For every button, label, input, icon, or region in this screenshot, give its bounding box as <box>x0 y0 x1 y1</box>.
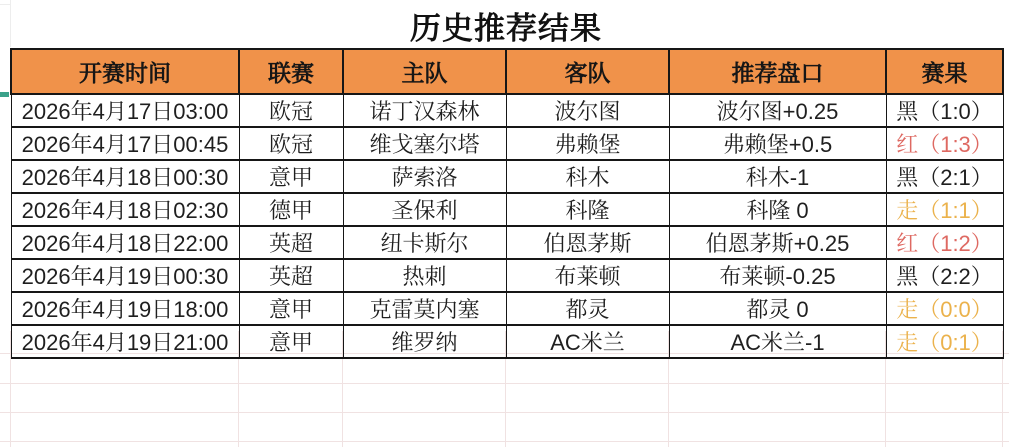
cell-home[interactable]: 纽卡斯尔 <box>343 226 506 259</box>
table-row <box>11 160 1003 193</box>
cell-home[interactable]: 克雷莫内塞 <box>343 292 506 325</box>
cell-away[interactable]: 科木 <box>506 160 669 193</box>
cell-handicap[interactable]: 都灵 0 <box>669 292 886 325</box>
title-row <box>10 4 1002 46</box>
cell-away[interactable]: 弗赖堡 <box>506 127 669 160</box>
cell-home[interactable]: 诺丁汉森林 <box>343 94 506 127</box>
header-handicap[interactable]: 推荐盘口 <box>669 49 886 94</box>
header-row <box>11 49 1003 94</box>
cell-away[interactable]: 伯恩茅斯 <box>506 226 669 259</box>
cell-league[interactable]: 意甲 <box>239 325 343 358</box>
cell-league[interactable]: 意甲 <box>239 292 343 325</box>
cell-result[interactable]: 黑（2:2） <box>886 259 1003 292</box>
cell-league[interactable]: 意甲 <box>239 160 343 193</box>
table-row <box>11 226 1003 259</box>
cell-handicap[interactable]: 弗赖堡+0.5 <box>669 127 886 160</box>
cell-league[interactable]: 德甲 <box>239 193 343 226</box>
cell-league[interactable]: 英超 <box>239 259 343 292</box>
cell-time[interactable]: 2026年4月17日00:45 <box>11 127 239 160</box>
cell-handicap[interactable]: 科木-1 <box>669 160 886 193</box>
gridline <box>0 4 10 5</box>
header-time[interactable]: 开赛时间 <box>11 49 239 94</box>
cell-handicap[interactable]: 伯恩茅斯+0.25 <box>669 226 886 259</box>
cell-away[interactable]: 都灵 <box>506 292 669 325</box>
cell-time[interactable]: 2026年4月18日22:00 <box>11 226 239 259</box>
cell-away[interactable]: 波尔图 <box>506 94 669 127</box>
cell-home[interactable]: 圣保利 <box>343 193 506 226</box>
cell-time[interactable]: 2026年4月18日02:30 <box>11 193 239 226</box>
cell-result[interactable]: 走（1:1） <box>886 193 1003 226</box>
accent-bar <box>0 92 9 97</box>
cell-home[interactable]: 热刺 <box>343 259 506 292</box>
table-row <box>11 325 1003 358</box>
cell-time[interactable]: 2026年4月17日03:00 <box>11 94 239 127</box>
cell-result[interactable]: 黑（1:0） <box>886 94 1003 127</box>
table-row <box>11 127 1003 160</box>
cell-time[interactable]: 2026年4月19日18:00 <box>11 292 239 325</box>
cell-result[interactable]: 走（0:0） <box>886 292 1003 325</box>
cell-handicap[interactable]: 科隆 0 <box>669 193 886 226</box>
cell-away[interactable]: AC米兰 <box>506 325 669 358</box>
header-league[interactable]: 联赛 <box>239 49 343 94</box>
table-row <box>11 94 1003 127</box>
cell-handicap[interactable]: AC米兰-1 <box>669 325 886 358</box>
cell-result[interactable]: 走（0:1） <box>886 325 1003 358</box>
cell-time[interactable]: 2026年4月18日00:30 <box>11 160 239 193</box>
results-table <box>10 48 1004 359</box>
page-title: 历史推荐结果 <box>410 10 602 46</box>
table-body <box>11 94 1003 358</box>
table-head <box>11 49 1003 94</box>
cell-away[interactable]: 科隆 <box>506 193 669 226</box>
cell-league[interactable]: 欧冠 <box>239 94 343 127</box>
cell-time[interactable]: 2026年4月19日21:00 <box>11 325 239 358</box>
header-result[interactable]: 赛果 <box>886 49 1003 94</box>
cell-result[interactable]: 红（1:3） <box>886 127 1003 160</box>
cell-home[interactable]: 维戈塞尔塔 <box>343 127 506 160</box>
cell-handicap[interactable]: 布莱顿-0.25 <box>669 259 886 292</box>
table-row <box>11 193 1003 226</box>
header-home[interactable]: 主队 <box>343 49 506 94</box>
cell-league[interactable]: 英超 <box>239 226 343 259</box>
header-away[interactable]: 客队 <box>506 49 669 94</box>
cell-away[interactable]: 布莱顿 <box>506 259 669 292</box>
table-row <box>11 259 1003 292</box>
table-row <box>11 292 1003 325</box>
cell-home[interactable]: 萨索洛 <box>343 160 506 193</box>
cell-league[interactable]: 欧冠 <box>239 127 343 160</box>
cell-home[interactable]: 维罗纳 <box>343 325 506 358</box>
cell-result[interactable]: 黑（2:1） <box>886 160 1003 193</box>
cell-time[interactable]: 2026年4月19日00:30 <box>11 259 239 292</box>
cell-handicap[interactable]: 波尔图+0.25 <box>669 94 886 127</box>
cell-result[interactable]: 红（1:2） <box>886 226 1003 259</box>
